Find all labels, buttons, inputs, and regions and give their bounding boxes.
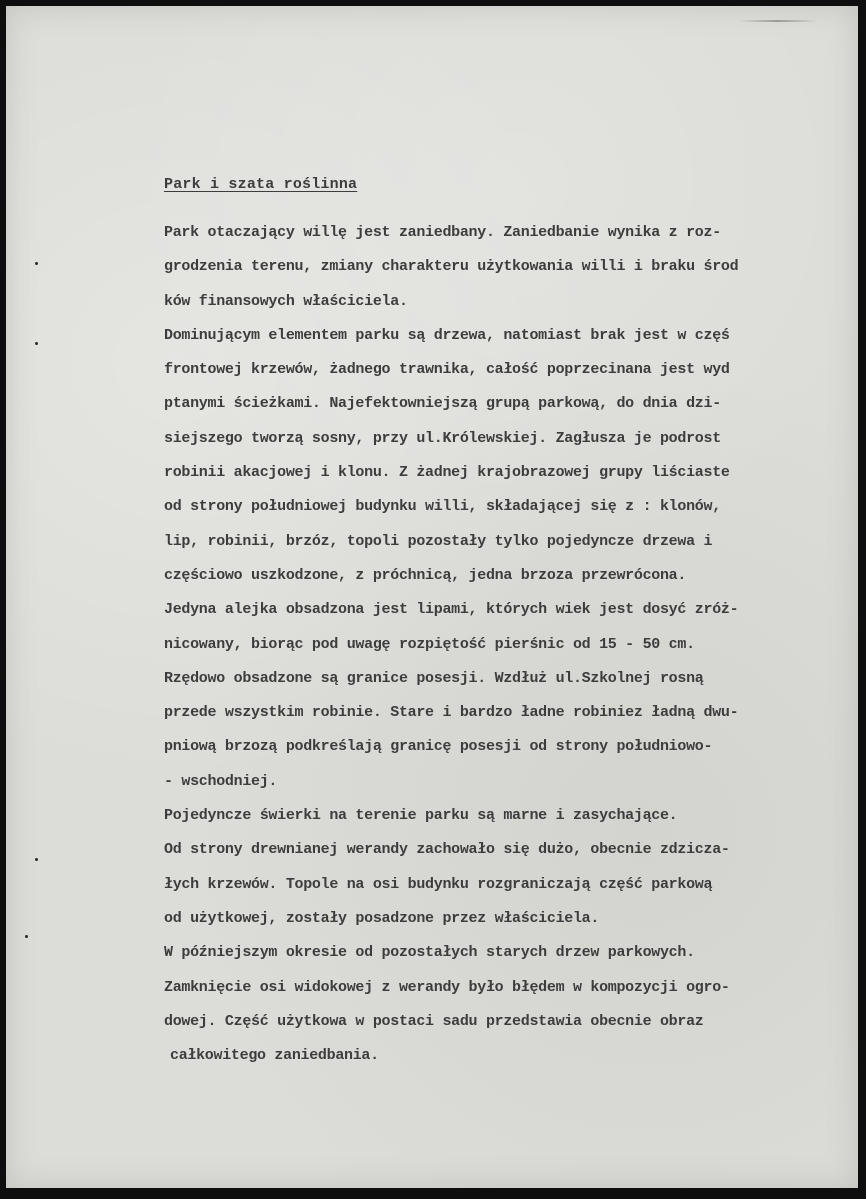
text-line: nicowany, biorąc pod uwagę rozpiętość pierśnic od 15 - 50 cm. xyxy=(164,635,695,653)
text-line: Dominującym elementem parku są drzewa, natomiast brak jest w częś xyxy=(164,326,730,344)
text-line: od strony południowej budynku willi, składającej się z : klonów, xyxy=(164,498,721,516)
text-line: dowej. Część użytkowa w postaci sadu przedstawia obecnie obraz xyxy=(164,1012,704,1030)
text-line: frontowej krzewów, żadnego trawnika, całość poprzecinana jest wyd xyxy=(164,361,730,379)
text-line: Zamknięcie osi widokowej z werandy było błędem w kompozycji ogro- xyxy=(164,978,730,996)
text-line: ptanymi ścieżkami. Najefektowniejszą grupą parkową, do dnia dzi- xyxy=(164,395,721,413)
text-line: Pojedyncze świerki na terenie parku są marne i zasychające. xyxy=(164,807,678,825)
text-line: pniową brzozą podkreślają granicę posesji od strony południowo- xyxy=(164,738,713,756)
text-line: Jedyna alejka obsadzona jest lipami, których wiek jest dosyć zróż- xyxy=(164,601,739,619)
body-text xyxy=(164,216,854,1073)
punch-hole-mark xyxy=(25,935,28,938)
paper-mark xyxy=(738,20,818,22)
text-line: W późniejszym okresie od pozostałych starych drzew parkowych. xyxy=(164,944,695,962)
text-line: częściowo uszkodzone, z próchnicą, jedna brzoza przewrócona. xyxy=(164,566,687,584)
punch-hole-mark xyxy=(35,342,38,345)
text-line: Od strony drewnianej werandy zachowało się dużo, obecnie zdzicza- xyxy=(164,841,730,859)
text-line: Rzędowo obsadzone są granice posesji. Wzdłuż ul.Szkolnej rosną xyxy=(164,669,704,687)
text-line: łych krzewów. Topole na osi budynku rozgraniczają część parkową xyxy=(164,875,713,893)
text-line: przede wszystkim robinie. Stare i bardzo ładne robiniez ładną dwu- xyxy=(164,704,739,722)
text-line: grodzenia terenu, zmiany charakteru użytkowania willi i braku środ xyxy=(164,258,739,276)
document-page xyxy=(6,6,858,1188)
text-line: Park otaczający willę jest zaniedbany. Zaniedbanie wynika z roz- xyxy=(164,224,721,241)
text-line: - wschodniej. xyxy=(164,772,278,790)
text-line: całkowitego zaniedbania. xyxy=(170,1047,379,1065)
text-line: robinii akacjowej i klonu. Z żadnej krajobrazowej grupy liściaste xyxy=(164,464,730,482)
text-line: ków finansowych właściciela. xyxy=(164,292,408,310)
punch-hole-mark xyxy=(35,262,38,265)
text-line: siejszego tworzą sosny, przy ul.Królewskiej. Zagłusza je podrost xyxy=(164,429,721,447)
text-line: od użytkowej, zostały posadzone przez właściciela. xyxy=(164,909,600,927)
section-heading: Park i szata roślinna xyxy=(164,176,358,193)
text-line: lip, robinii, brzóz, topoli pozostały tylko pojedyncze drzewa i xyxy=(164,532,713,550)
punch-hole-mark xyxy=(35,858,38,861)
